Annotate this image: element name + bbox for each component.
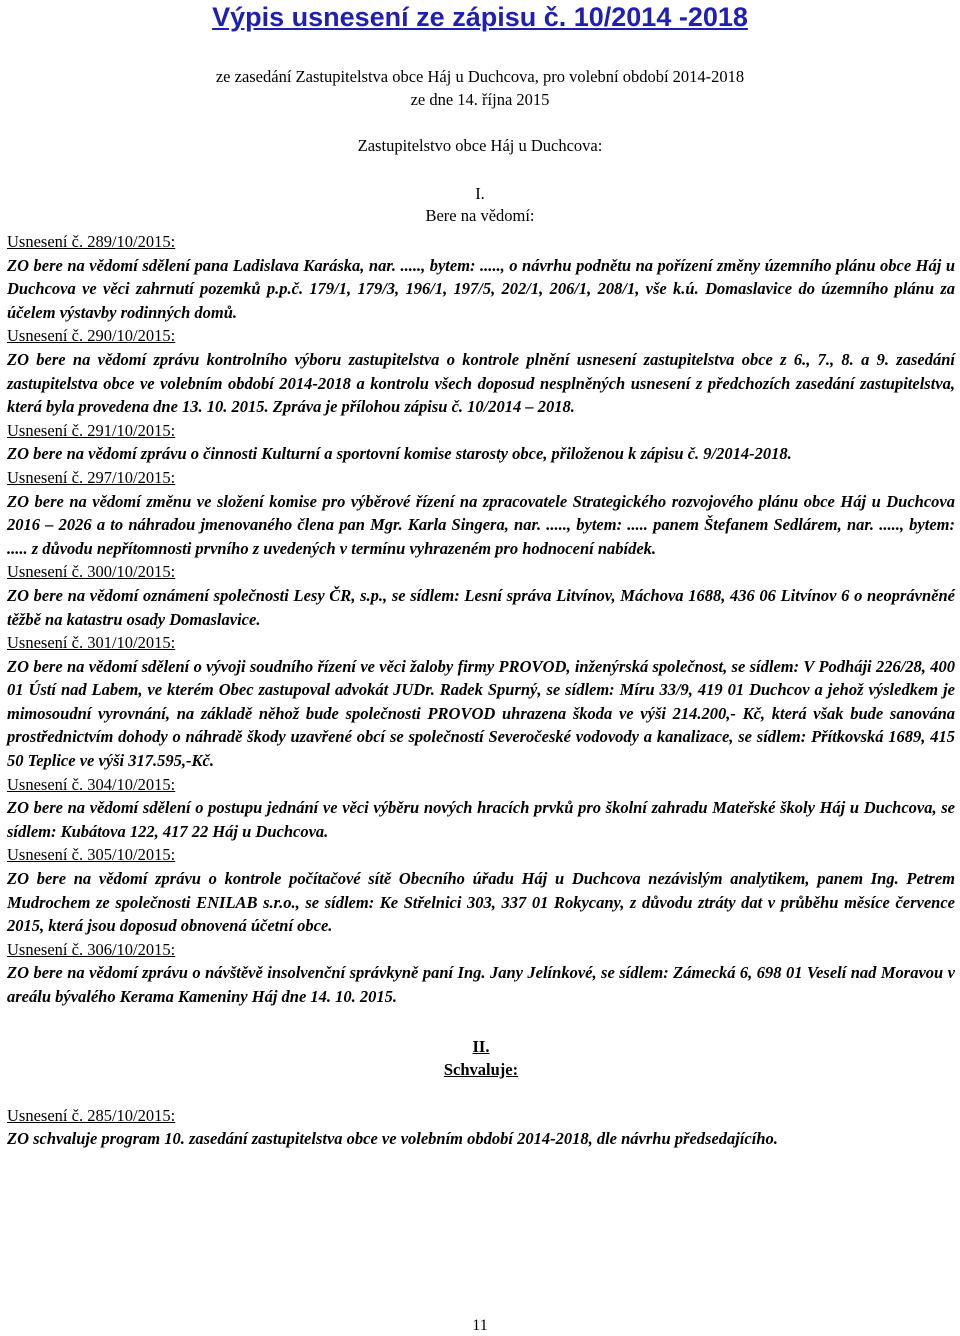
resolution-label: Usnesení č. 289/10/2015: [7,232,176,251]
resolution-306 [7,938,955,1009]
resolution-text: ZO bere na vědomí sdělení o vývoji soudního řízení ve věci žaloby firmy PROVOD, inženýrská společnost, se sídlem: V Podháji 226/28, 400 01 Ústí nad Labem, ve kterém Obec zastupoval advokát JUDr. Radek Spurný, se sídlem: Míru 33/9, 419 01 Duchcov a jehož výsledkem je mimosoudní vyrovnání, na základě něhož bude společnosti PROVOD uhrazena škoda ve výši 214.200,- Kč, která však bude sanována prostřednictvím dohody o náhradě škody uzavřené obcí se společností Severočeské vodovody a kanalizace, se sídlem: Přítkovská 1689, 415 50 Teplice ve výši 317.595,-Kč. [7,656,955,771]
resolution-289 [7,230,955,324]
resolution-label: Usnesení č. 291/10/2015: [7,420,176,440]
meeting-date: ze dne 14. října 2015 [410,90,550,109]
meeting-description: ze zasedání Zastupitelstva obce Háj u Duchcova, pro volební období 2014-2018 [215,67,745,86]
spacer [7,1082,955,1104]
resolution-text: ZO bere na vědomí zprávu kontrolního výboru zastupitelstva o kontrole plnění usnesení zastupitelstva obce z 6., 7., 8. a 9. zasedání zastupitelstva obce ve volebním období 2014-2018 a kontrolu všech doposud nesplněných usnesení z předchozích zasedání zastupitelstva, která byla provedena dne 13. 10. 2015. Zpráva je přílohou zápisu č. 10/2014 – 2018. [7,349,955,417]
resolution-text: ZO schvaluje program 10. zasedání zastupitelstva obce ve volebním období 2014-2018, dle návrhu předsedajícího. [7,1129,778,1149]
resolution-text: ZO bere na vědomí zprávu o návštěvě insolvenční správkyně paní Ing. Jany Jelínkové, se sídlem: Zámecká 6, 698 01 Veselí nad Moravou v areálu bývalého Kerama Kameniny Háj dne 14. 10. 2015. [7,963,955,1006]
resolution-label: Usnesení č. 301/10/2015: [7,633,176,653]
resolution-label: Usnesení č. 305/10/2015: [7,845,176,865]
resolution-text: ZO bere na vědomí změnu ve složení komise pro výběrové řízení na zpracovatele Strategického rozvojového plánu obce Háj u Duchcova 2016 – 2026 a to náhradou jmenovaného člena pan Mgr. Karla Singera, nar. ....., bytem: ..... panem Štefanem Sedlárem, nar. ....., bytem: ..... z důvodu nepřítomnosti prvního z uvedených v termínu vyhrazeném pro hodnocení nabídek. [7,491,955,558]
resolution-text: ZO bere na vědomí sdělení o postupu jednání ve věci výběru nových hracích prvků pro školní zahradu Mateřské školy Háj u Duchcova, se sídlem: Kubátova 122, 417 22 Háj u Duchcova. [7,798,955,841]
resolution-text: ZO bere na vědomí sdělení pana Ladislava Karáska, nar. ....., bytem: ....., o návrhu podnětu na pořízení změny územního plánu obce Háj u Duchcova ve věci zahrnutí pozemků p.p.č. 179/1, 179/3, 196/1, 197/5, 202/1, 206/1, 208/1, vše k.ú. Domaslavice do územního plánu za účelem výstavby rodinných domů. [7,255,955,322]
resolution-304 [7,773,955,844]
section-2-numeral: II. [472,1036,490,1056]
section-1-heading: Bere na vědomí: [425,206,535,225]
resolution-290 [7,324,955,418]
resolution-text: ZO bere na vědomí oznámení společnosti Lesy ČR, s.p., se sídlem: Lesní správa Litvínov, Máchova 1688, 436 06 Litvínov 6 o neoprávněné těžbě na katastru osady Domaslavice. [7,585,955,629]
resolution-285 [7,1104,955,1151]
section-1-numeral: I. [475,184,485,203]
resolution-297 [7,466,955,560]
section-2-heading: Schvaluje: [443,1060,519,1080]
section-2-header [7,1035,955,1082]
resolution-label: Usnesení č. 300/10/2015: [7,562,176,582]
resolution-label: Usnesení č. 290/10/2015: [7,326,176,346]
resolution-291 [7,419,955,466]
resolution-label: Usnesení č. 297/10/2015: [7,467,176,487]
resolution-label: Usnesení č. 285/10/2015: [7,1105,176,1125]
resolution-300 [7,560,955,631]
document-title: Výpis usnesení ze zápisu č. 10/2014 -2018 [212,2,748,32]
resolution-305 [7,843,955,937]
resolution-label: Usnesení č. 304/10/2015: [7,774,176,794]
council-heading: Zastupitelstvo obce Háj u Duchcova: [357,136,603,155]
page-number: 11 [472,1317,488,1334]
resolution-text: ZO bere na vědomí zprávu o činnosti Kulturní a sportovní komise starosty obce, přiloženou k zápisu č. 9/2014-2018. [7,444,792,464]
resolution-text: ZO bere na vědomí zprávu o kontrole počítačové sítě Obecního úřadu Háj u Duchcova nezávislým analytikem, panem Ing. Petrem Mudrochem ze společnosti ENILAB s.r.o., se sídlem: Ke Střelnici 303, 337 01 Rokycany, z důvodu ztráty dat v průběhu měsíce července 2015, která jsou doposud obnovená účetní obce. [7,869,955,936]
resolution-301 [7,631,955,773]
resolutions-body [7,230,955,1151]
resolution-label: Usnesení č. 306/10/2015: [7,939,176,959]
